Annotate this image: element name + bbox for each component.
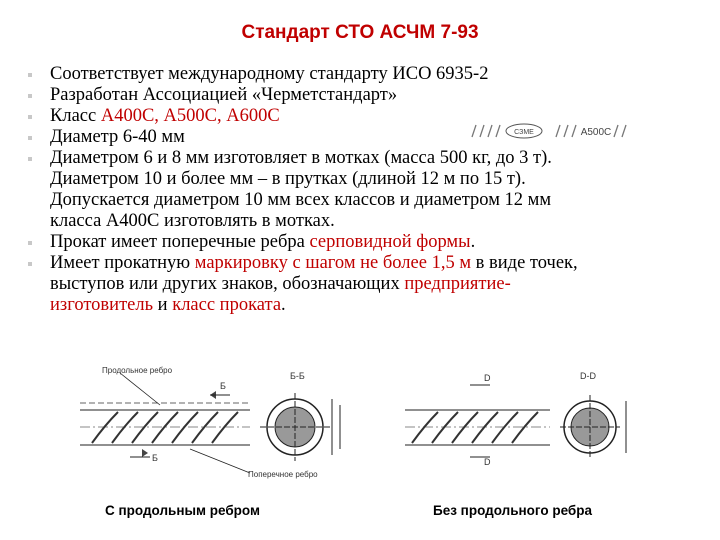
cut-label: Б (220, 381, 226, 391)
bullet-coils (28, 148, 688, 169)
bullet-text: Диаметром 10 и более мм – в прутках (длиной 12 м по 15 т). (50, 169, 526, 189)
bullet-marking-cont (28, 274, 688, 295)
manufacturer: изготовитель (50, 295, 154, 315)
bullet-text: Прокат имеет поперечные ребра (50, 232, 310, 252)
bullet-coils-cont (28, 169, 688, 190)
bullet-text: Соответствует международному стандарту ИСО 6935-2 (50, 64, 489, 84)
rolled-class: класс проката (172, 295, 282, 315)
bullet-text: Разработан Ассоциацией «Черметстандарт» (50, 85, 398, 105)
page-title: Стандарт СТО АСЧМ 7-93 (241, 22, 479, 43)
manufacturer: предприятие- (404, 274, 511, 294)
bullet-coils-cont (28, 190, 688, 211)
bullet-text: и (153, 295, 173, 315)
marking-strip-illustration (468, 120, 628, 142)
cut-label: D (484, 457, 491, 467)
rib-shape: серповидной формы (309, 232, 471, 252)
section-label: D-D (580, 371, 596, 381)
bullet-text: выступов или других знаков, обозначающих (50, 274, 405, 294)
bullet-text: Класс (50, 106, 101, 126)
bullet-text: . (281, 295, 286, 315)
bullet-list (28, 64, 688, 316)
marking-class: А500С (580, 127, 612, 138)
bullet-ribs (28, 232, 688, 253)
bullet-developer (28, 85, 688, 106)
bullet-text: класса А400С изготовлять в мотках. (50, 211, 335, 231)
bullet-marking (28, 253, 688, 274)
bullet-text: Диаметр 6-40 мм (50, 127, 185, 147)
caption-right: Без продольного ребра (433, 503, 593, 518)
bullet-text: . (470, 232, 476, 252)
bullet-text: Допускается диаметром 10 мм всех классов и диаметром 12 мм (50, 190, 552, 210)
bullet-text: Имеет прокатную (50, 253, 195, 273)
bullet-text: в виде точек, (471, 253, 578, 273)
cut-label: Б (152, 453, 158, 463)
marking-logo: СЗМЕ (514, 129, 534, 136)
bullet-marking-cont (28, 295, 688, 316)
transverse-rib-label: Поперечное ребро (248, 470, 318, 479)
cut-label: D (484, 373, 491, 383)
bullet-iso-standard (28, 64, 688, 85)
bullet-text: Диаметром 6 и 8 мм изготовляет в мотках (масса 500 кг, до 3 т). (50, 148, 552, 168)
class-list: А400С, А500С, А600С (100, 106, 280, 126)
longitudinal-rib-label: Продольное ребро (102, 366, 173, 375)
rebar-without-rib-drawing (400, 365, 640, 485)
caption-left: С продольным ребром (105, 503, 260, 518)
rebar-with-rib-drawing (70, 365, 370, 485)
section-label: Б-Б (290, 371, 305, 381)
marking-step: маркировку с шагом не более 1,5 м (194, 253, 472, 273)
bullet-coils-cont (28, 211, 688, 232)
